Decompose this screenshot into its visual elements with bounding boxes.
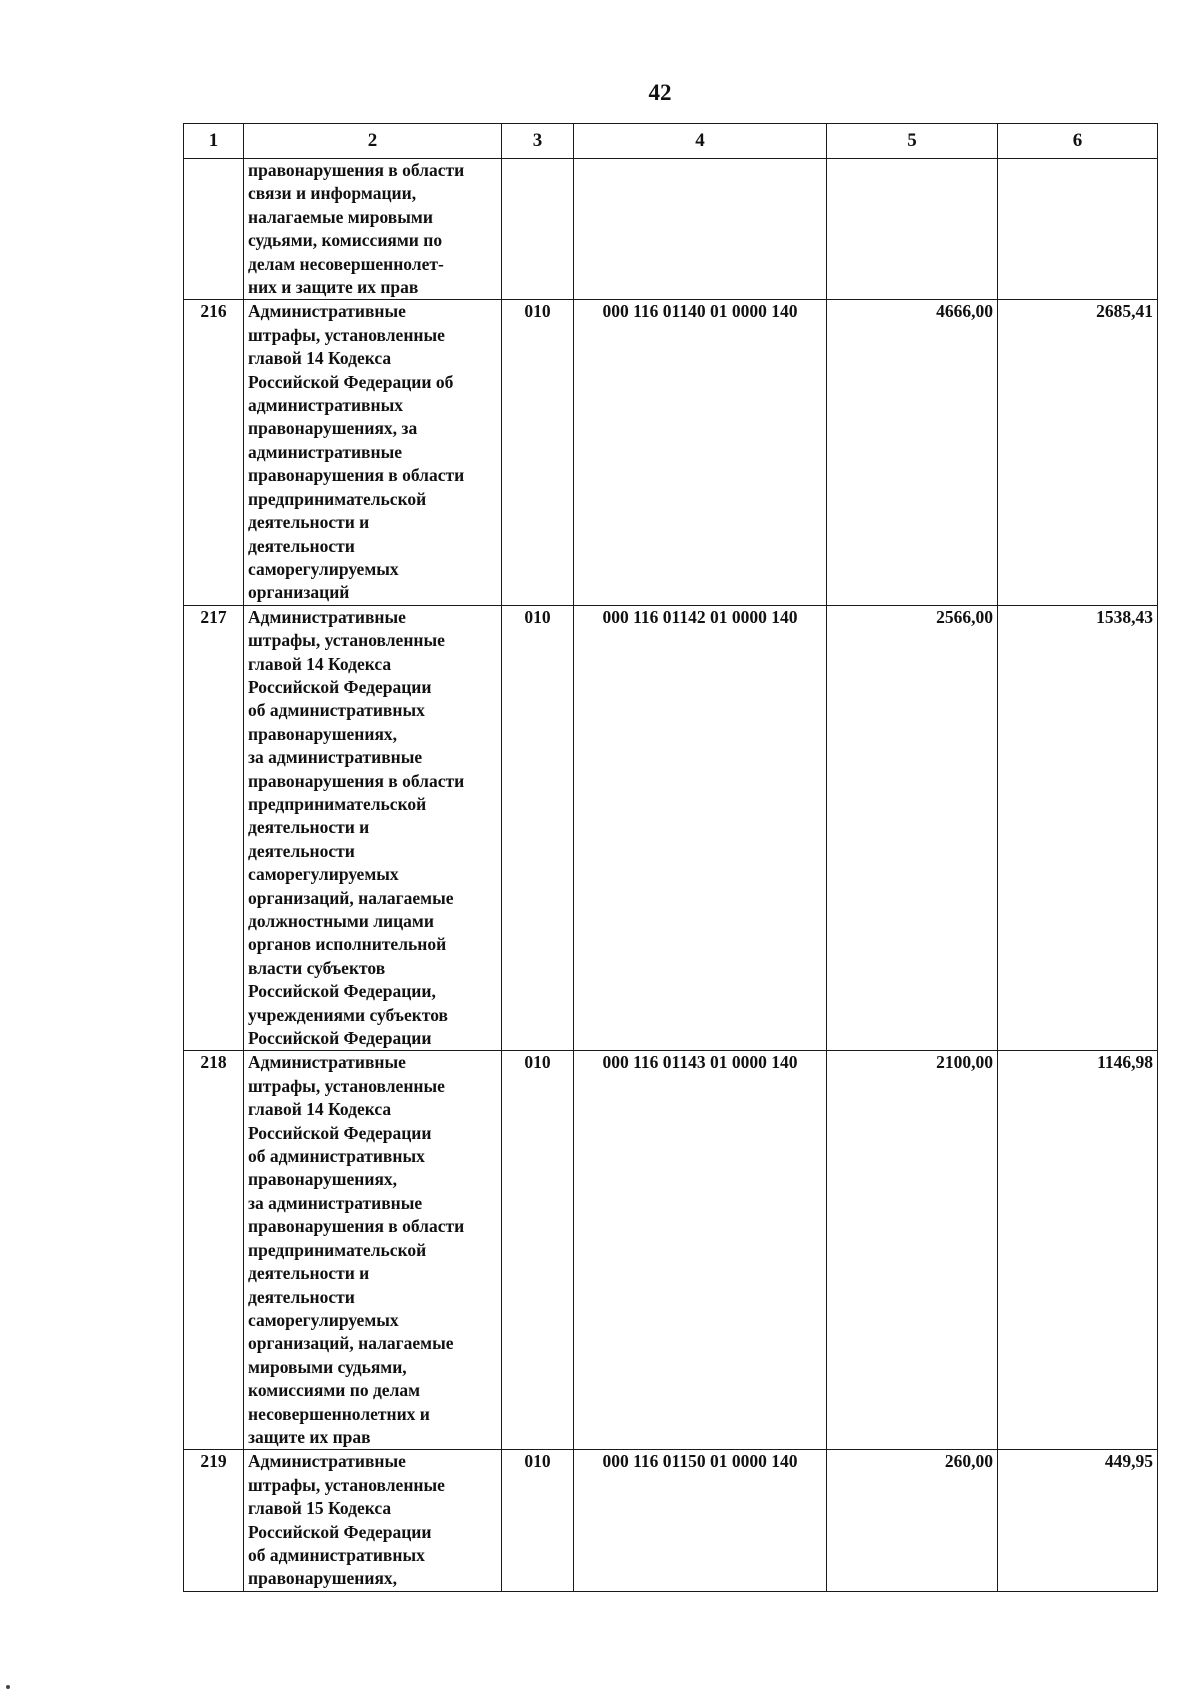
row-name-line: несовершеннолетних и <box>248 1403 430 1424</box>
row-name-line: Административные <box>248 606 406 627</box>
row-name-line: Российской Федерации, <box>248 981 436 1002</box>
row-name-line: предпринимательской <box>248 1239 427 1260</box>
row-name-line: правонарушениях, за <box>248 418 418 439</box>
row-name-line: защите их прав <box>248 1426 371 1447</box>
row-code-cell: 010 <box>502 605 574 1051</box>
row-name-line: деятельности и <box>248 512 370 533</box>
row-name-line: главой 14 Кодекса <box>248 348 392 369</box>
row-name-line: Административные <box>248 1052 406 1073</box>
row-code-cell: 010 <box>502 1051 574 1450</box>
row-value-6-cell <box>998 159 1158 300</box>
row-name-line: правонарушениях, <box>248 723 398 744</box>
row-name-line: саморегулируемых <box>248 864 399 885</box>
row-name-line: деятельности и <box>248 1263 370 1284</box>
row-name-line: судьями, комиссиями по <box>248 230 443 251</box>
row-name-line: административные <box>248 441 403 462</box>
row-number-cell <box>184 159 244 300</box>
row-kbk-cell: 000 116 01142 01 0000 140 <box>574 605 827 1051</box>
row-value-6-cell: 1146,98 <box>998 1051 1158 1450</box>
row-name-line: штрафы, установленные <box>248 324 445 345</box>
row-name-line: предпринимательской <box>248 488 427 509</box>
row-name-line: Российской Федерации <box>248 1028 432 1049</box>
row-name-cell <box>244 1051 502 1450</box>
row-name-line: деятельности <box>248 535 355 556</box>
row-name-line: предпринимательской <box>248 793 427 814</box>
row-name-line: власти субъектов <box>248 957 386 978</box>
header-cell-2: 2 <box>244 124 502 159</box>
row-value-6-cell: 2685,41 <box>998 300 1158 605</box>
row-name-line: Российской Федерации <box>248 1521 432 1542</box>
row-name-line: деятельности <box>248 840 355 861</box>
row-name-line: налагаемые мировыми <box>248 206 433 227</box>
row-name-line: связи и информации, <box>248 183 417 204</box>
row-name-line: мировыми судьями, <box>248 1356 407 1377</box>
row-name-cell <box>244 159 502 300</box>
header-cell-4: 4 <box>574 124 827 159</box>
table-row <box>184 159 1158 300</box>
row-name-line: организаций, налагаемые <box>248 1333 454 1354</box>
row-name-cell <box>244 1450 502 1591</box>
row-kbk-cell: 000 116 01140 01 0000 140 <box>574 300 827 605</box>
row-value-6-cell: 449,95 <box>998 1450 1158 1591</box>
row-value-5-cell: 2100,00 <box>827 1051 998 1450</box>
row-name-line: за административные <box>248 1192 423 1213</box>
row-name-line: штрафы, установленные <box>248 630 445 651</box>
header-cell-1: 1 <box>184 124 244 159</box>
row-name-line: об административных <box>248 1544 425 1565</box>
row-name-line: главой 14 Кодекса <box>248 653 392 674</box>
row-name-line: Административные <box>248 301 406 322</box>
header-cell-6: 6 <box>998 124 1158 159</box>
row-number-cell: 216 <box>184 300 244 605</box>
row-name-line: правонарушения в области <box>248 770 465 791</box>
row-name-line: Российской Федерации <box>248 1122 432 1143</box>
row-value-5-cell: 260,00 <box>827 1450 998 1591</box>
row-name-line: Российской Федерации <box>248 676 432 697</box>
row-name-line: саморегулируемых <box>248 1309 399 1330</box>
row-name-cell <box>244 605 502 1051</box>
header-cell-3: 3 <box>502 124 574 159</box>
row-name-line: них и защите их прав <box>248 277 419 298</box>
table-row <box>184 1450 1158 1591</box>
row-name-line: органов исполнительной <box>248 934 447 955</box>
row-name-line: Российской Федерации об <box>248 371 454 392</box>
header-cell-5: 5 <box>827 124 998 159</box>
row-kbk-cell: 000 116 01150 01 0000 140 <box>574 1450 827 1591</box>
row-code-cell: 010 <box>502 300 574 605</box>
row-kbk-cell <box>574 159 827 300</box>
table-row <box>184 300 1158 605</box>
row-name-line: главой 15 Кодекса <box>248 1498 392 1519</box>
row-value-5-cell <box>827 159 998 300</box>
table-header-row <box>184 124 1158 159</box>
row-name-line: правонарушениях, <box>248 1568 398 1589</box>
row-value-5-cell: 4666,00 <box>827 300 998 605</box>
row-number-cell: 219 <box>184 1450 244 1591</box>
row-name-line: правонарушения в области <box>248 465 465 486</box>
scan-artifact-dot <box>6 1685 10 1689</box>
row-name-line: делам несовершеннолет- <box>248 253 444 274</box>
row-name-line: штрафы, установленные <box>248 1474 445 1495</box>
row-name-line: за административные <box>248 747 423 768</box>
row-value-6-cell: 1538,43 <box>998 605 1158 1051</box>
row-name-line: комиссиями по делам <box>248 1380 421 1401</box>
row-name-line: деятельности и <box>248 817 370 838</box>
row-name-line: административных <box>248 395 404 416</box>
row-number-cell: 217 <box>184 605 244 1051</box>
row-name-line: об административных <box>248 700 425 721</box>
budget-table <box>183 123 1158 1592</box>
row-name-line: штрафы, установленные <box>248 1075 445 1096</box>
page-number: 42 <box>648 80 672 105</box>
row-value-5-cell: 2566,00 <box>827 605 998 1051</box>
row-number-cell: 218 <box>184 1051 244 1450</box>
row-name-line: организаций, налагаемые <box>248 887 454 908</box>
table-row <box>184 1051 1158 1450</box>
row-name-line: организаций <box>248 582 350 603</box>
row-name-line: правонарушения в области <box>248 1216 465 1237</box>
row-name-line: правонарушениях, <box>248 1169 398 1190</box>
row-name-line: учреждениями субъектов <box>248 1004 448 1025</box>
row-name-cell <box>244 300 502 605</box>
table-row <box>184 605 1158 1051</box>
row-name-line: саморегулируемых <box>248 558 399 579</box>
row-name-line: деятельности <box>248 1286 355 1307</box>
row-name-line: Административные <box>248 1451 406 1472</box>
row-code-cell <box>502 159 574 300</box>
row-name-line: об административных <box>248 1146 425 1167</box>
row-kbk-cell: 000 116 01143 01 0000 140 <box>574 1051 827 1450</box>
row-name-line: правонарушения в области <box>248 160 465 180</box>
row-code-cell: 010 <box>502 1450 574 1591</box>
row-name-line: должностными лицами <box>248 911 434 931</box>
row-name-line: главой 14 Кодекса <box>248 1099 392 1120</box>
